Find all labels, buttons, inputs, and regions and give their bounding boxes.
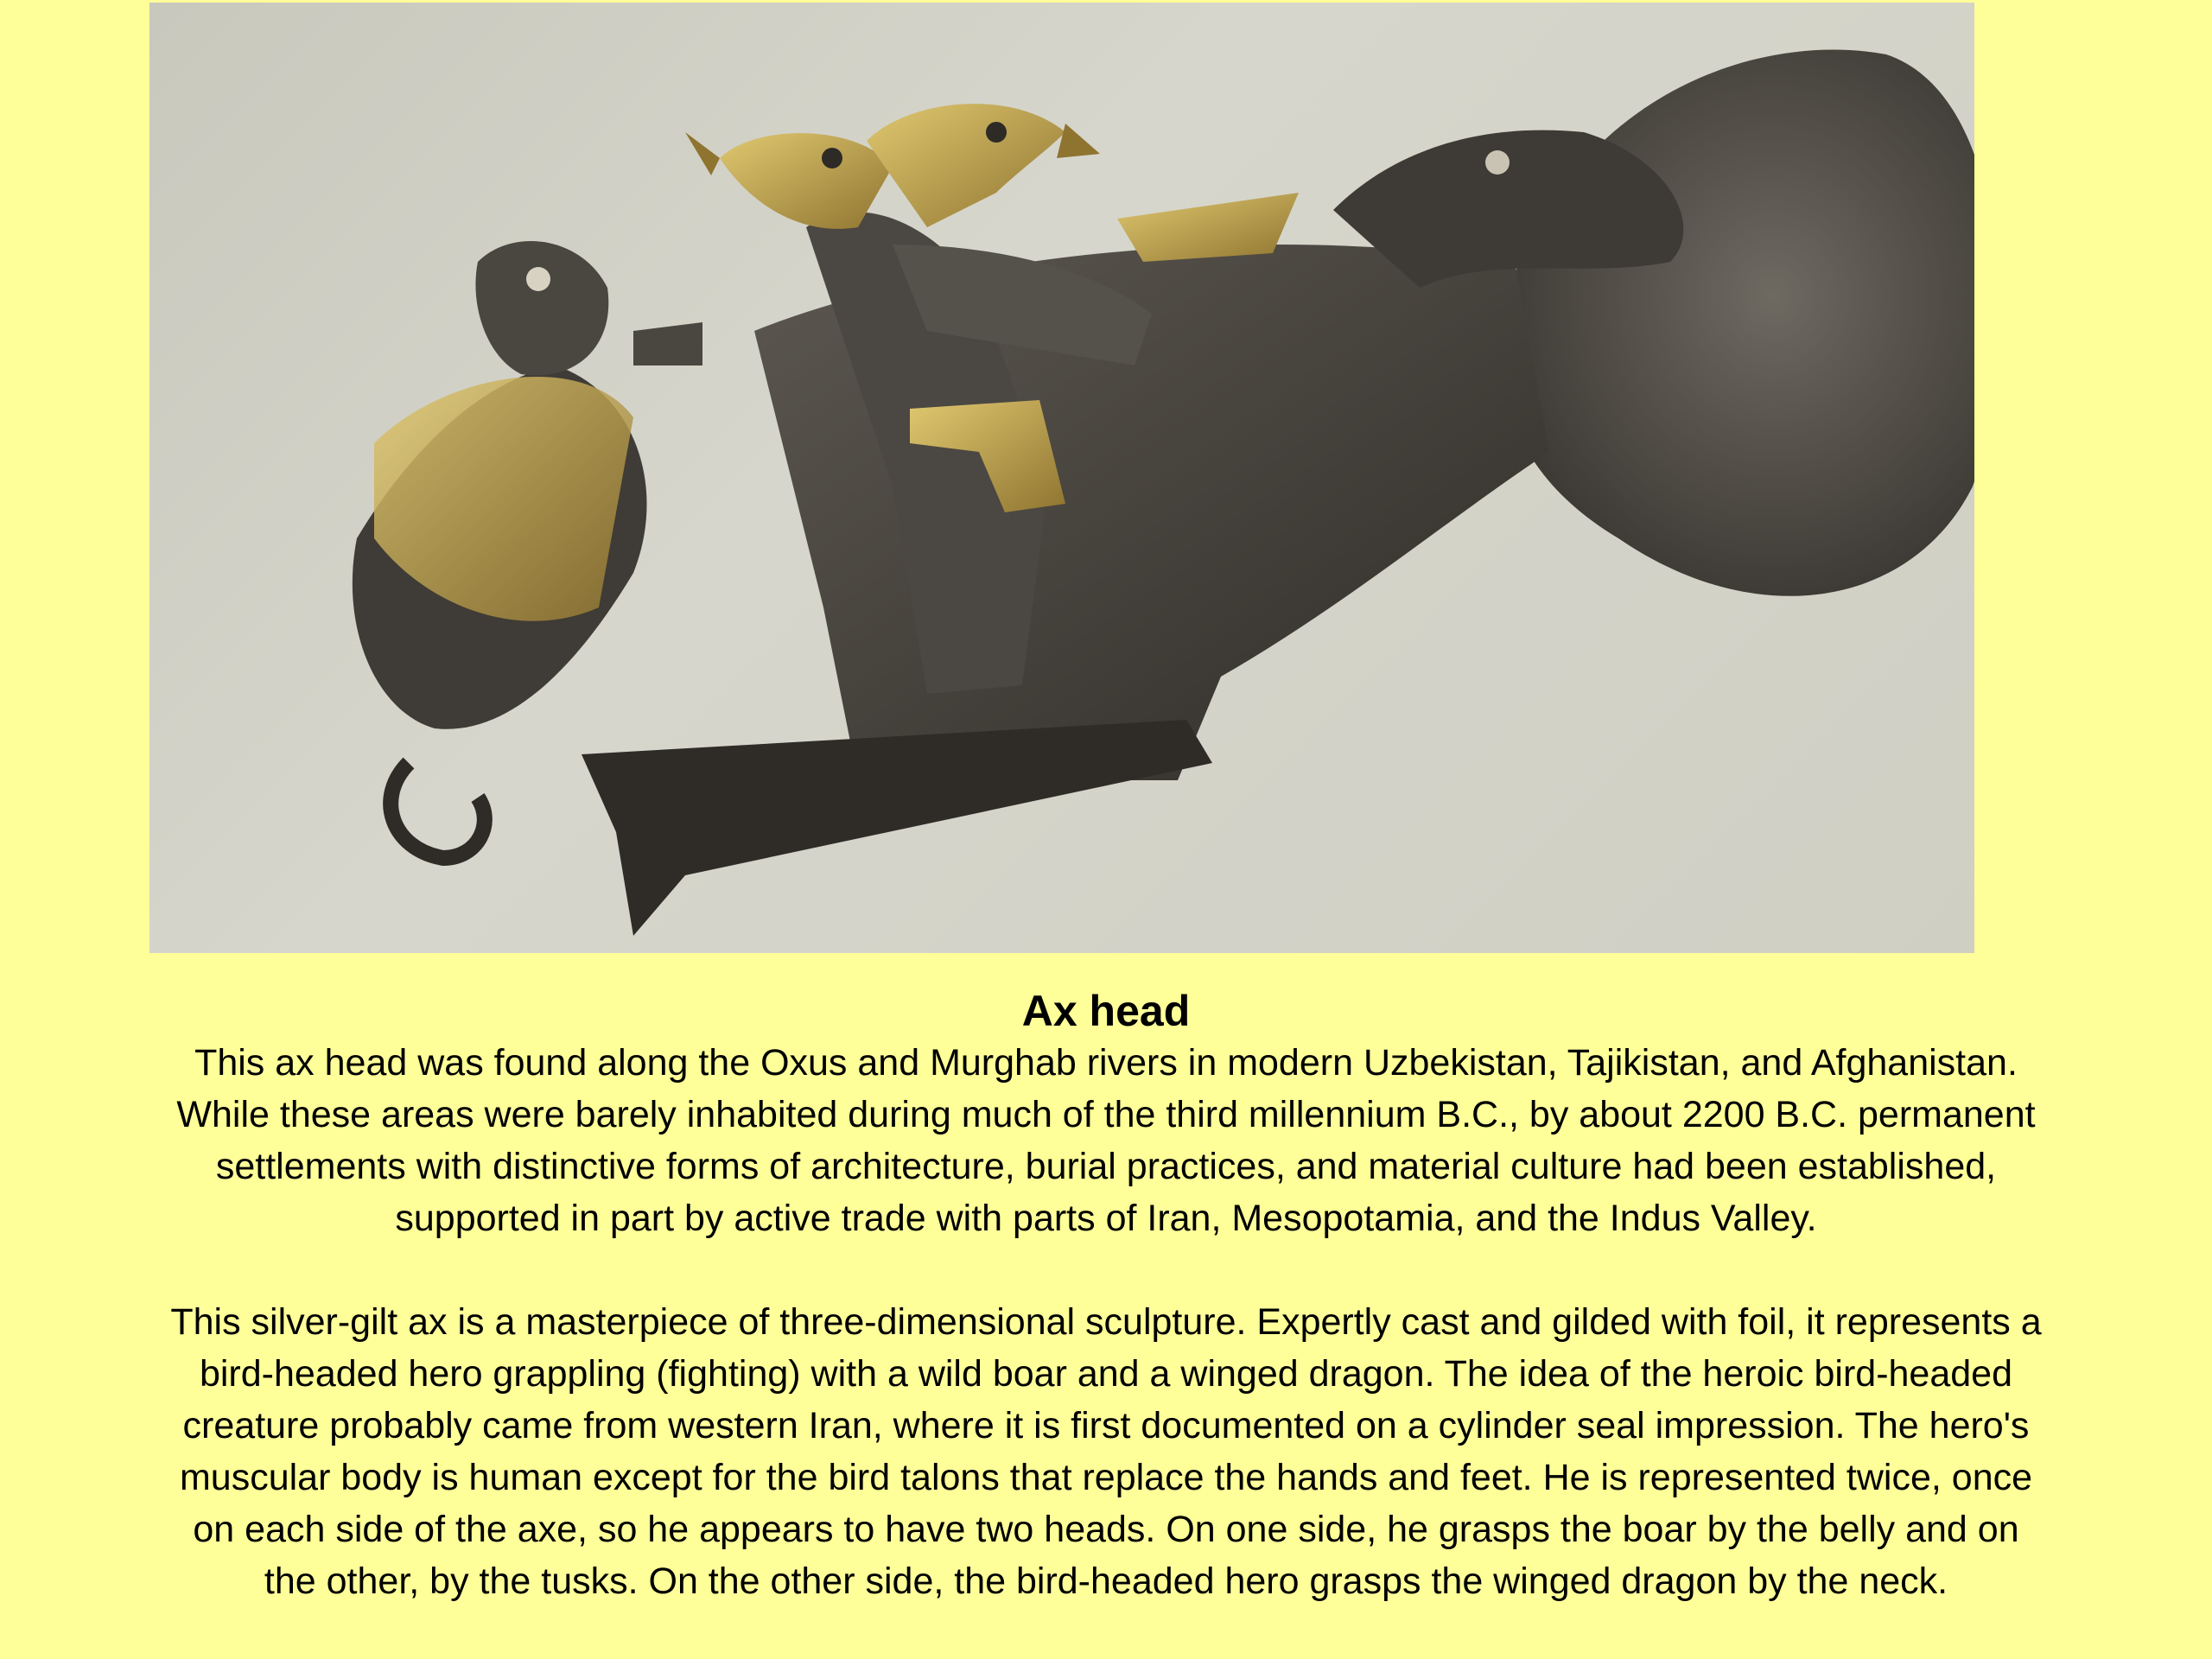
- caption-paragraph-1: [9, 1037, 2203, 1244]
- caption-line: This ax head was found along the Oxus and Murghab rivers in modern Uzbekistan, Tajikistan, and Afghanistan.: [194, 1042, 2018, 1084]
- caption-line: on each side of the axe, so he appears to have two heads. On one side, he grasps the boar by the belly and on: [193, 1509, 2019, 1550]
- caption-title: Ax head: [1021, 987, 1191, 1035]
- caption-paragraph-2: [9, 1296, 2203, 1607]
- caption-line: While these areas were barely inhabited during much of the third millennium B.C., by about 2200 B.C. permanent: [176, 1094, 2036, 1135]
- ax-head-photo: [149, 3, 1974, 953]
- caption-line: bird-headed hero grappling (fighting) with a wild boar and a winged dragon. The idea of the heroic bird-headed: [199, 1353, 2013, 1395]
- caption-line: settlements with distinctive forms of architecture, burial practices, and material culture had been established,: [215, 1146, 1997, 1187]
- caption-line: muscular body is human except for the bird talons that replace the hands and feet. He is represented twice, once: [179, 1457, 2033, 1498]
- caption-line: This silver-gilt ax is a masterpiece of three-dimensional sculpture. Expertly cast and gilded with foil, it represents a: [170, 1301, 2042, 1343]
- caption-line: the other, by the tusks. On the other side, the bird-headed hero grasps the winged dragon by the neck.: [264, 1560, 1948, 1602]
- caption: [0, 985, 2212, 1607]
- ax-head-illustration: [149, 3, 1974, 953]
- paragraph-gap: [0, 1244, 2212, 1296]
- caption-line: supported in part by active trade with parts of Iran, Mesopotamia, and the Indus Valley.: [395, 1198, 1817, 1239]
- caption-line: creature probably came from western Iran, where it is first documented on a cylinder seal impression. The hero's: [182, 1405, 2030, 1446]
